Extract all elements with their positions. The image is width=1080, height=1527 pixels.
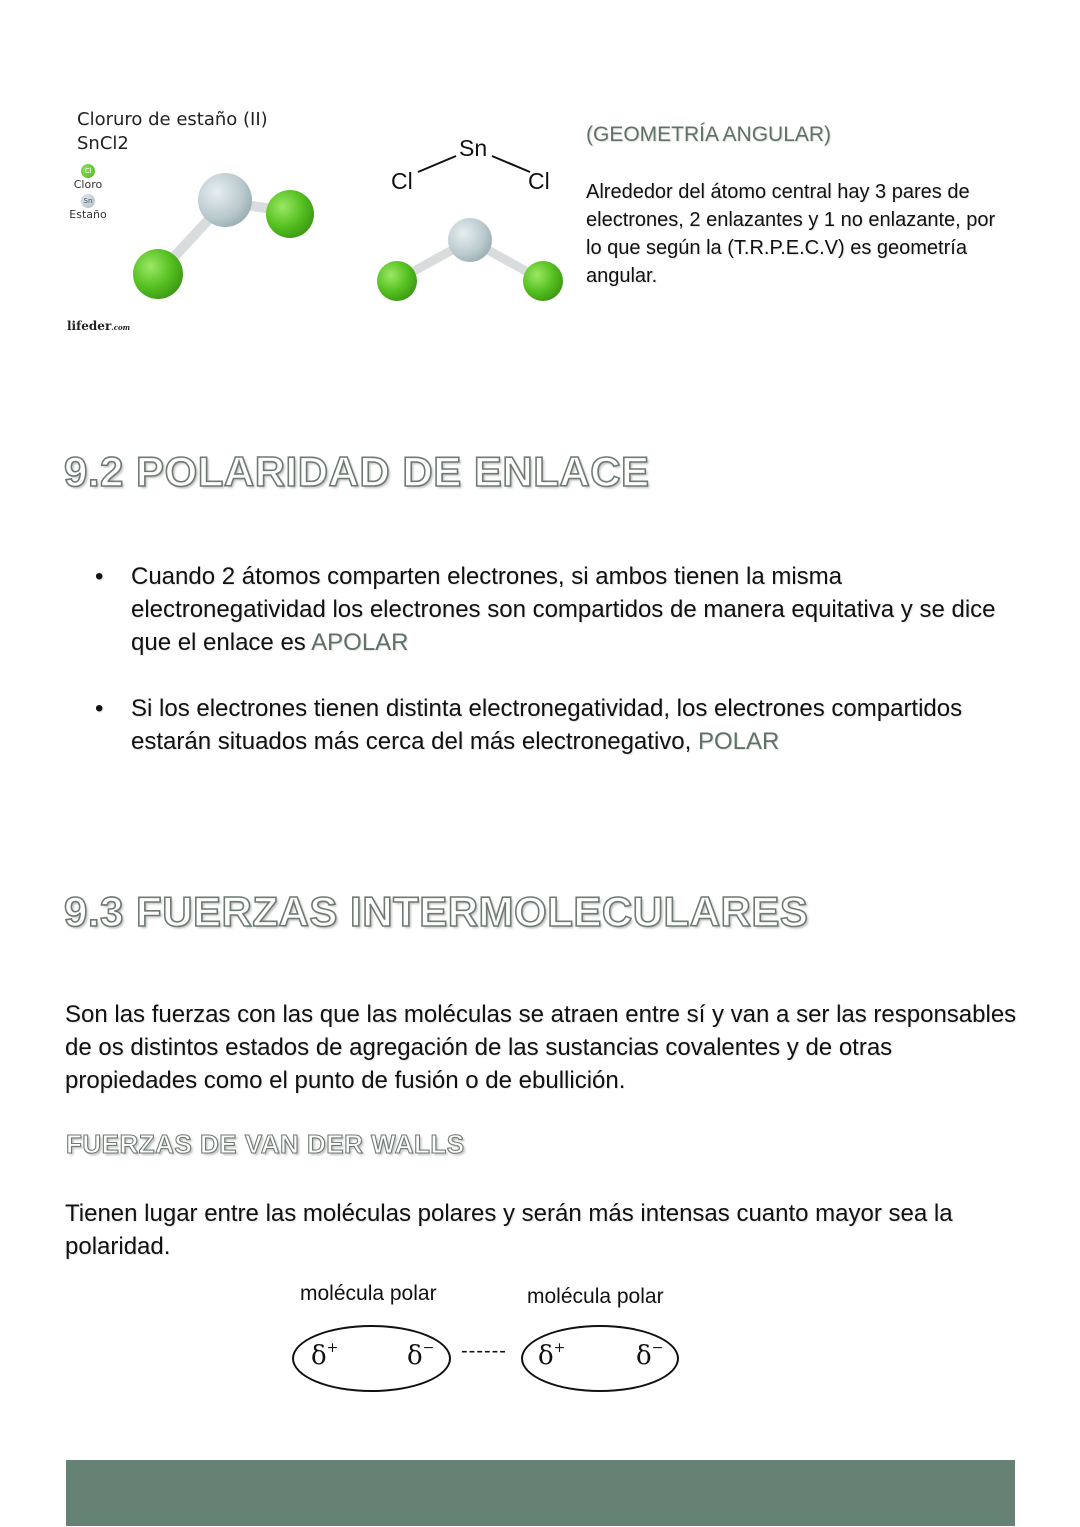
- chlorine-legend-icon: Cl: [81, 164, 95, 178]
- atom-label-cl-left: Cl: [391, 168, 413, 194]
- sncl2-3d-model: [120, 160, 330, 310]
- intermolecular-intro: Son las fuerzas con las que las moléculas se atraen entre sí y van a ser las responsables de os distintos estados de agregación de las sustancias covalentes y de otras propiedades como el punto de fusión o de ebullición.: [65, 1001, 1017, 1094]
- delta-minus-1: δ−: [407, 1340, 435, 1371]
- geometry-title: (GEOMETRÍA ANGULAR): [586, 123, 832, 146]
- polarity-bullet-list: [95, 560, 1025, 791]
- atom-legend: [66, 164, 110, 221]
- footer-band: [66, 1460, 1015, 1526]
- lifeder-logo: lifeder.com: [67, 319, 131, 333]
- chlorine-legend-label: Cloro: [73, 178, 103, 191]
- geometry-explanation: Alrededor del átomo central hay 3 pares de electrones, 2 enlazantes y 1 no enlazante, por lo que según la (T.R.P.E.C.V) es geometría angular.: [586, 181, 996, 287]
- figure-title: [77, 108, 268, 156]
- molecule-label-1: molécula polar: [300, 1282, 437, 1305]
- delta-minus-2: δ−: [636, 1340, 664, 1371]
- atom-label-cl-right: Cl: [528, 168, 550, 194]
- section-heading-9-2: 9.2 POLARIDAD DE ENLACE: [64, 448, 650, 495]
- van-der-walls-text: Tienen lugar entre las moléculas polares y serán más intensas cuanto mayor sea la polaridad.: [65, 1200, 953, 1260]
- apolar-term: APOLAR: [311, 629, 409, 656]
- section-heading-9-3: 9.3 FUERZAS INTERMOLECULARES: [64, 888, 809, 935]
- polar-term: POLAR: [697, 728, 780, 755]
- bullet-apolar: • Cuando 2 átomos comparten electrones, si ambos tienen la misma electronegatividad los electrones son compartidos de manera equitativa y se dice que el enlace es APOLAR: [95, 560, 1025, 659]
- bullet-polar: • Si los electrones tienen distinta electronegatividad, los electrones compartidos estarán situados más cerca del más electronegativo, POLAR: [95, 692, 1025, 758]
- dipole-interaction-connector: ------: [461, 1340, 507, 1362]
- delta-plus-1: δ+: [311, 1340, 339, 1371]
- molecule-label-2: molécula polar: [527, 1285, 664, 1308]
- compound-formula: SnCl2: [77, 133, 129, 154]
- subheading-van-der-walls: FUERZAS DE VAN DER WALLS: [66, 1129, 465, 1159]
- atom-label-sn: Sn: [459, 135, 488, 161]
- delta-plus-2: δ+: [538, 1340, 566, 1371]
- tin-legend-label: Estaño: [69, 208, 107, 221]
- tin-legend-icon: Sn: [81, 194, 95, 208]
- compound-name: Cloruro de estaño (II): [77, 109, 268, 130]
